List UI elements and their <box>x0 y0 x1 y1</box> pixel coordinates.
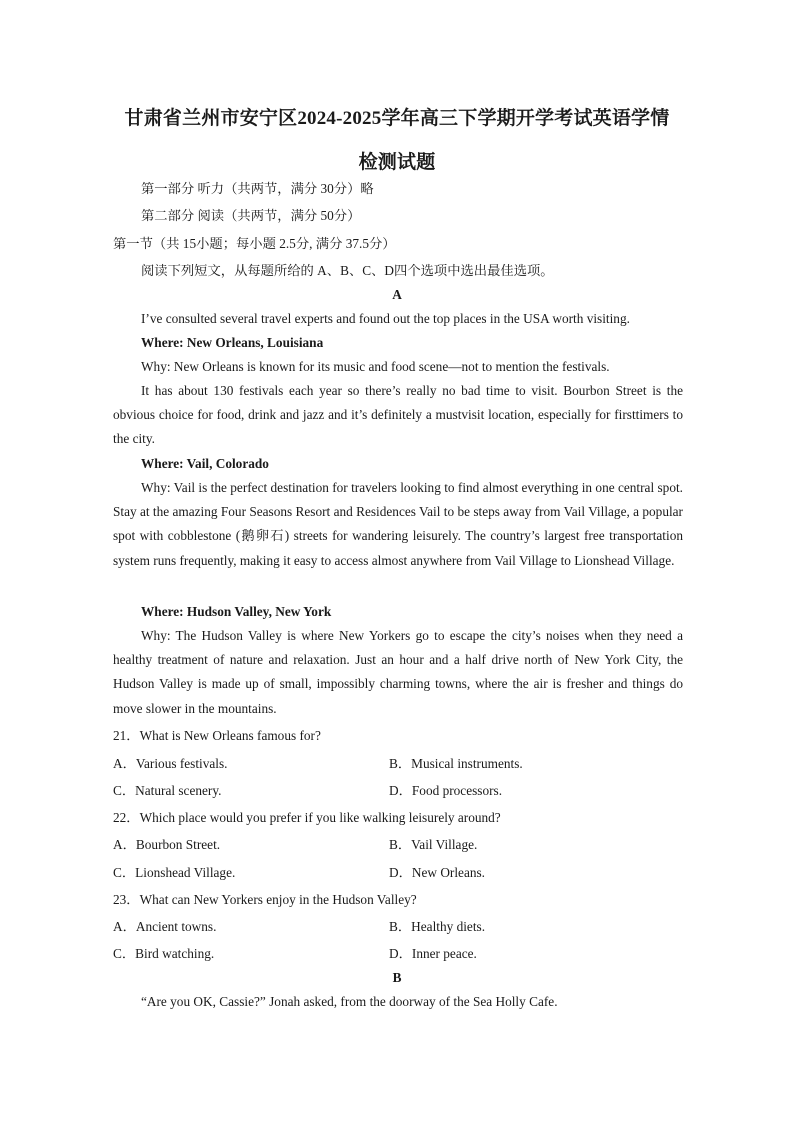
passage-b-label: B <box>392 970 402 985</box>
question-22-option-a: A．Bourbon Street. <box>113 837 221 852</box>
question-21-option-b: B．Musical instruments. <box>389 756 523 771</box>
exam-title-line2: 检测试题 <box>358 152 436 173</box>
exam-title-line1: 甘肃省兰州市安宁区2024-2025学年高三下学期开学考试英语学情 <box>124 108 670 129</box>
question-22-stem: 22．Which place would you prefer if you like walking leisurely around? <box>113 810 501 825</box>
question-21-option-a: A．Various festivals. <box>113 756 228 771</box>
place2-heading: Where: Vail, Colorado <box>141 456 269 471</box>
question-23-option-a: A．Ancient towns. <box>113 919 217 934</box>
place1-detail: It has about 130 festivals each year so there’s really no bad time to visit. Bourbon Street is the obvious choice for food, drink and jazz and it’s definitely a mustvisit location, especially for firsttimers to the city. <box>113 383 683 447</box>
question-23-option-b: B．Healthy diets. <box>389 919 486 934</box>
question-22-option-b: B．Vail Village. <box>389 837 478 852</box>
question-23-option-d: D．Inner peace. <box>389 946 477 961</box>
part-one-heading: 第一部分 听力（共两节，满分 30分）略 <box>141 181 374 196</box>
question-22-option-d: D．New Orleans. <box>389 865 486 880</box>
place3-heading: Where: Hudson Valley, New York <box>141 604 332 619</box>
passage-b-first-line: “Are you OK, Cassie?” Jonah asked, from the doorway of the Sea Holly Cafe. <box>141 994 558 1009</box>
question-23-option-c: C．Bird watching. <box>113 946 215 961</box>
question-22-option-c: C．Lionshead Village. <box>113 865 236 880</box>
place1-heading: Where: New Orleans, Louisiana <box>141 335 324 350</box>
question-21-option-c: C．Natural scenery. <box>113 783 222 798</box>
place3-why: Why: The Hudson Valley is where New Yorkers go to escape the city’s noises when they need a healthy treatment of nature and relaxation. Just an hour and a half drive north of New York City, the Hudson Valley is made up of small, impossibly charming towns, where the air is fresher and things do move slower in the mountains. <box>113 628 683 716</box>
question-21-option-d: D．Food processors. <box>389 783 503 798</box>
question-23-stem: 23．What can New Yorkers enjoy in the Hudson Valley? <box>113 892 417 907</box>
instruction-text: 阅读下列短文，从每题所给的 A、B、C、D四个选项中选出最佳选项。 <box>141 263 554 278</box>
place2-why: Why: Vail is the perfect destination for travelers looking to find almost everything in one central spot. Stay at the amazing Four Seasons Resort and Residences Vail to be steps away from Vail Village, a popular spot with cobblestone (鹅卵石) streets for wandering leisurely. The country’s largest free transportation system runs frequently, making it easy to access almost anywhere from Vail Village to Lionshead Village. <box>113 480 683 568</box>
section-one-heading: 第一节（共 15小题；每小题 2.5分, 满分 37.5分） <box>113 236 396 251</box>
passage-a-label: A <box>392 287 402 302</box>
part-two-heading: 第二部分 阅读（共两节，满分 50分） <box>141 208 361 223</box>
passage-a-intro: I’ve consulted several travel experts and found out the top places in the USA worth visiting. <box>141 311 630 326</box>
question-21-stem: 21．What is New Orleans famous for? <box>113 728 321 743</box>
place1-why: Why: New Orleans is known for its music and food scene—not to mention the festivals. <box>141 359 610 374</box>
